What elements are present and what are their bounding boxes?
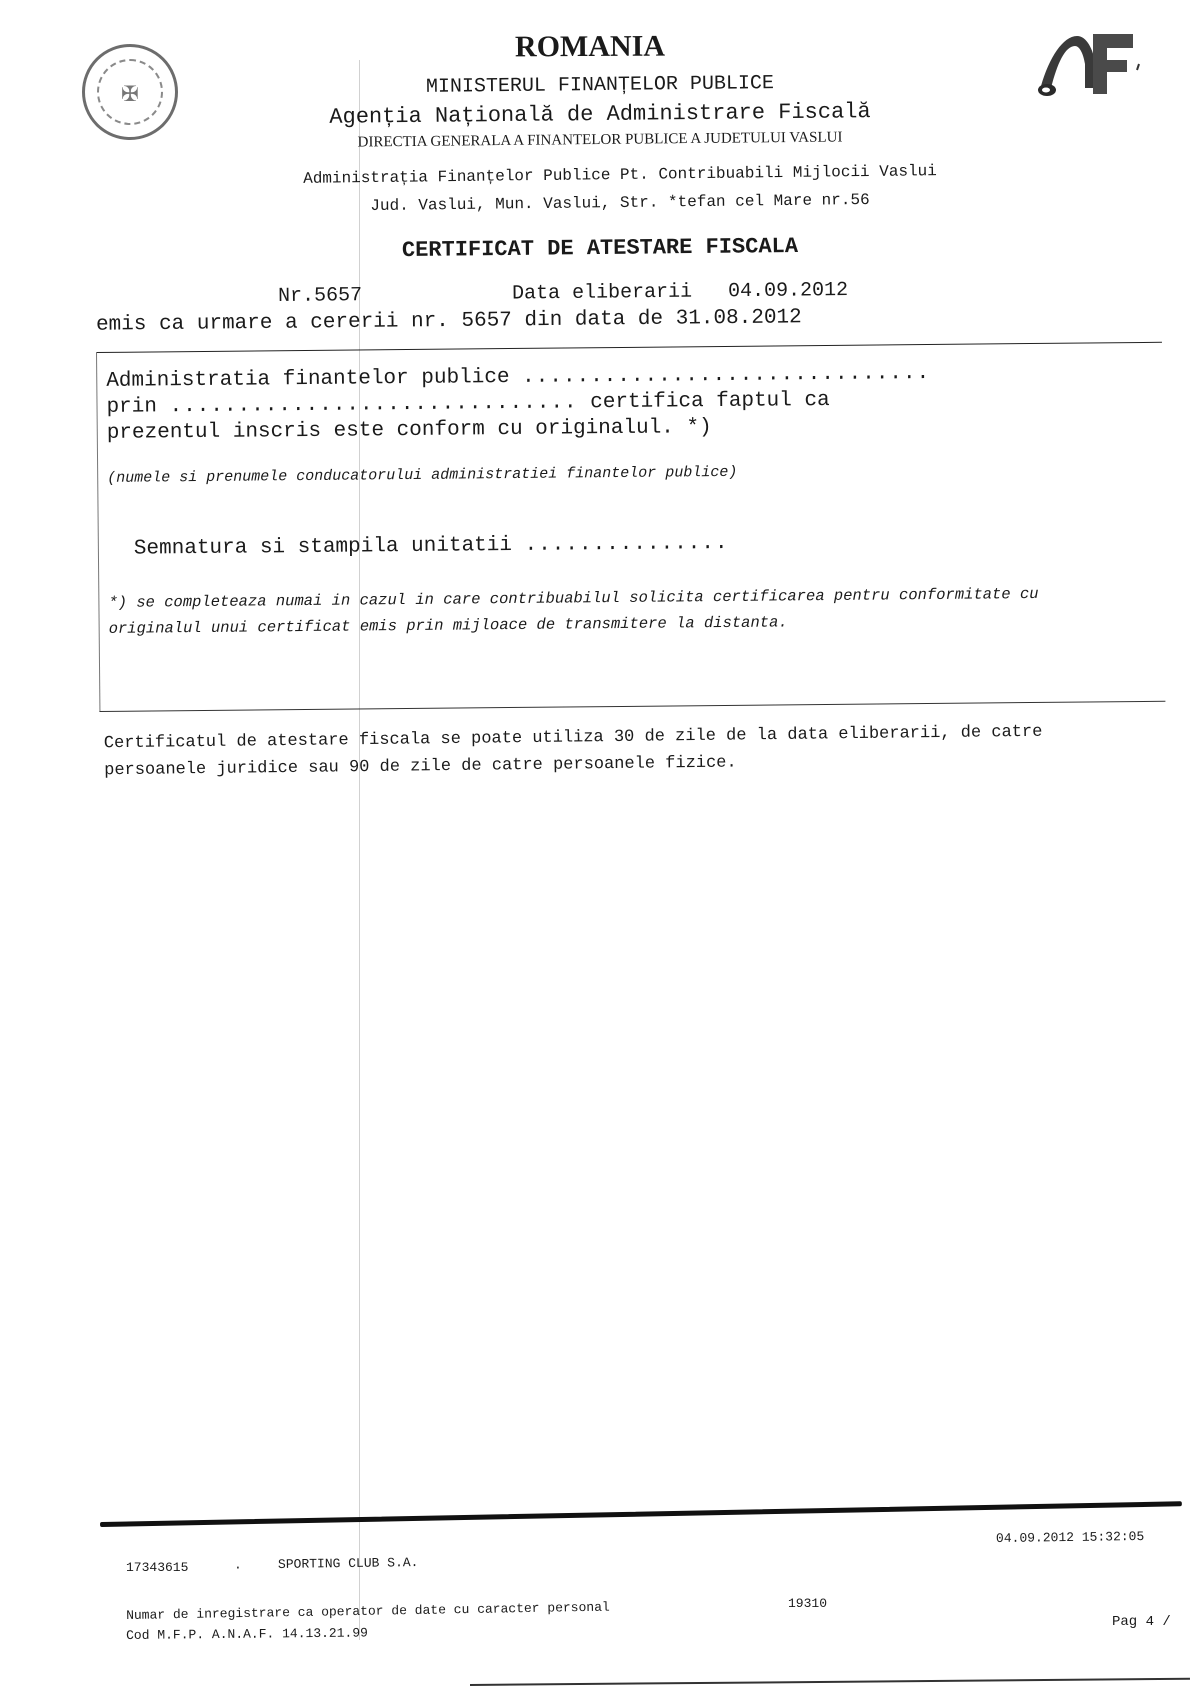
print-timestamp: 04.09.2012 15:32:05 <box>995 1528 1145 1547</box>
validity-note: Certificatul de atestare fiscala se poate utiliza 30 de zile de la data eliberarii, de catre persoanele juridice sau 90 de zile de catre persoanele fizice. <box>103 722 1043 781</box>
eagle-icon: ✠ <box>97 59 163 125</box>
country-title: ROMANIA <box>514 29 666 64</box>
box-bottom-border <box>99 701 1165 712</box>
certificate-title: CERTIFICAT DE ATESTARE FISCALA <box>401 233 799 264</box>
signature-dots: ............... <box>524 531 729 557</box>
issue-date: 04.09.2012 <box>727 279 849 304</box>
directorate-name: DIRECTIA GENERALA A FINANTELOR PUBLICE A JUDETULUI VASLUI <box>357 129 843 151</box>
fill-in-dots: .............................. <box>522 361 931 389</box>
box-left-border <box>96 352 100 712</box>
conformity-line-2: prin .............................. certifica faptul ca <box>106 388 830 419</box>
form-code: Cod M.F.P. A.N.A.F. 14.13.21.99 <box>126 1625 368 1643</box>
page-number: Pag 4 / <box>1112 1614 1171 1630</box>
signature-line: Semnatura si stampila unitatii ............... <box>133 531 729 561</box>
data-operator-label: Numar de inregistrare ca operator de date cu caracter personal <box>126 1599 610 1623</box>
administration-name: Administrația Finanțelor Publice Pt. Contribuabili Mijlocii Vaslui <box>303 162 937 188</box>
agency-name: Agenția Națională de Administrare Fiscală <box>329 99 871 130</box>
fiscal-code: 17343615 <box>126 1560 189 1575</box>
conformity-line-3: prezentul inscris este conform cu originalul. *) <box>106 416 712 445</box>
request-reference: emis ca urmare a cererii nr. 5657 din data de 31.08.2012 <box>95 306 802 337</box>
conformity-box <box>96 342 1165 712</box>
separator-dot: · <box>234 1560 242 1575</box>
certificate-number-line <box>278 279 848 308</box>
fill-in-dots: .............................. <box>169 391 578 419</box>
certificate-number: 5657 <box>313 284 363 308</box>
bottom-edge-line <box>470 1678 1190 1686</box>
data-operator-number: 19310 <box>788 1596 828 1611</box>
company-name: SPORTING CLUB S.A. <box>277 1555 419 1572</box>
issue-date-label: Data eliberarii <box>511 280 693 306</box>
box-top-border <box>96 342 1162 353</box>
conformity-line-1: Administratia finantelor publice .............................. <box>106 361 931 393</box>
ministry-name: MINISTERUL FINANȚELOR PUBLICE <box>425 72 775 99</box>
footer-divider <box>100 1501 1182 1527</box>
administration-address: Jud. Vaslui, Mun. Vaslui, Str. *tefan cel Mare nr.56 <box>370 190 870 216</box>
footnote: *) se completeaza numai in cazul in care contribuabilul solicita certificarea pentru conformitate cu originalul unui certificat emis prin mijloace de transmitere la distanta. <box>108 584 1039 638</box>
number-label: Nr. <box>277 284 315 308</box>
name-hint: (numele si prenumele conducatorului administratiei finantelor publice) <box>107 463 738 487</box>
